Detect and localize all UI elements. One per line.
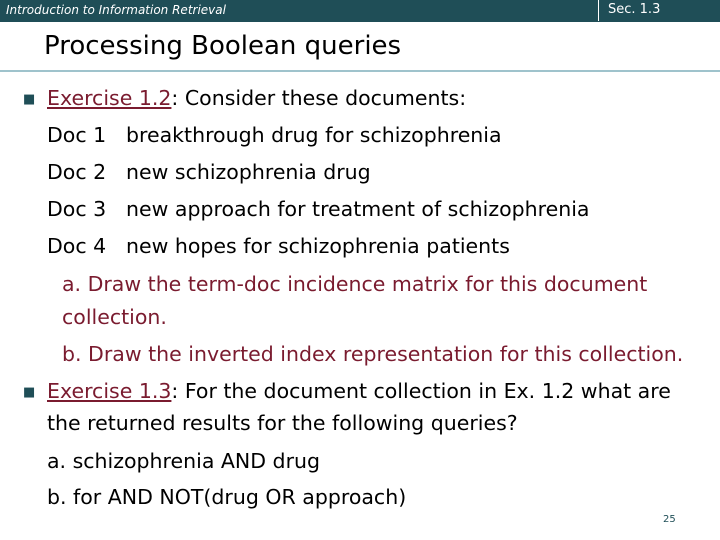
- document-label: Doc 3: [47, 197, 107, 221]
- exercise-1-2-intro: : Consider these documents:: [171, 86, 467, 110]
- document-text: new schizophrenia drug: [126, 160, 371, 184]
- task-a-line-1: a. Draw the term-doc incidence matrix for this document: [62, 272, 648, 296]
- document-label: Doc 2: [47, 160, 107, 184]
- document-label: Doc 1: [47, 123, 107, 147]
- section-badge: [598, 0, 673, 21]
- exercise-1-3-text: : For the document collection in Ex. 1.2 what are: [171, 379, 671, 403]
- bullet-icon: ■: [23, 92, 36, 107]
- document-text: breakthrough drug for schizophrenia: [126, 123, 502, 147]
- exercise-1-3-line-2: the returned results for the following queries?: [47, 411, 518, 435]
- title-divider: [0, 70, 720, 72]
- page-number: 25: [663, 514, 676, 525]
- document-label: Doc 4: [47, 234, 107, 258]
- document-text: new hopes for schizophrenia patients: [126, 234, 510, 258]
- task-b: b. Draw the inverted index representation for this collection.: [62, 342, 684, 366]
- task-a-line-2: collection.: [62, 305, 167, 329]
- section-label: Sec. 1.3: [608, 2, 661, 17]
- document-row: [47, 162, 371, 183]
- exercise-1-3-link[interactable]: Exercise 1.3: [47, 379, 172, 403]
- document-text: new approach for treatment of schizophrenia: [126, 197, 590, 221]
- exercise-1-2-heading: [47, 88, 466, 109]
- document-row: [47, 199, 589, 220]
- page-title: Processing Boolean queries: [44, 31, 402, 61]
- exercise-1-3-heading: [47, 381, 671, 402]
- document-row: [47, 125, 502, 146]
- query-a: a. schizophrenia AND drug: [47, 449, 321, 473]
- exercise-1-2-link[interactable]: Exercise 1.2: [47, 86, 172, 110]
- document-row: [47, 236, 510, 257]
- bullet-icon: ■: [23, 385, 36, 400]
- course-title: Introduction to Information Retrieval: [6, 3, 226, 17]
- query-b: b. for AND NOT(drug OR approach): [47, 485, 407, 509]
